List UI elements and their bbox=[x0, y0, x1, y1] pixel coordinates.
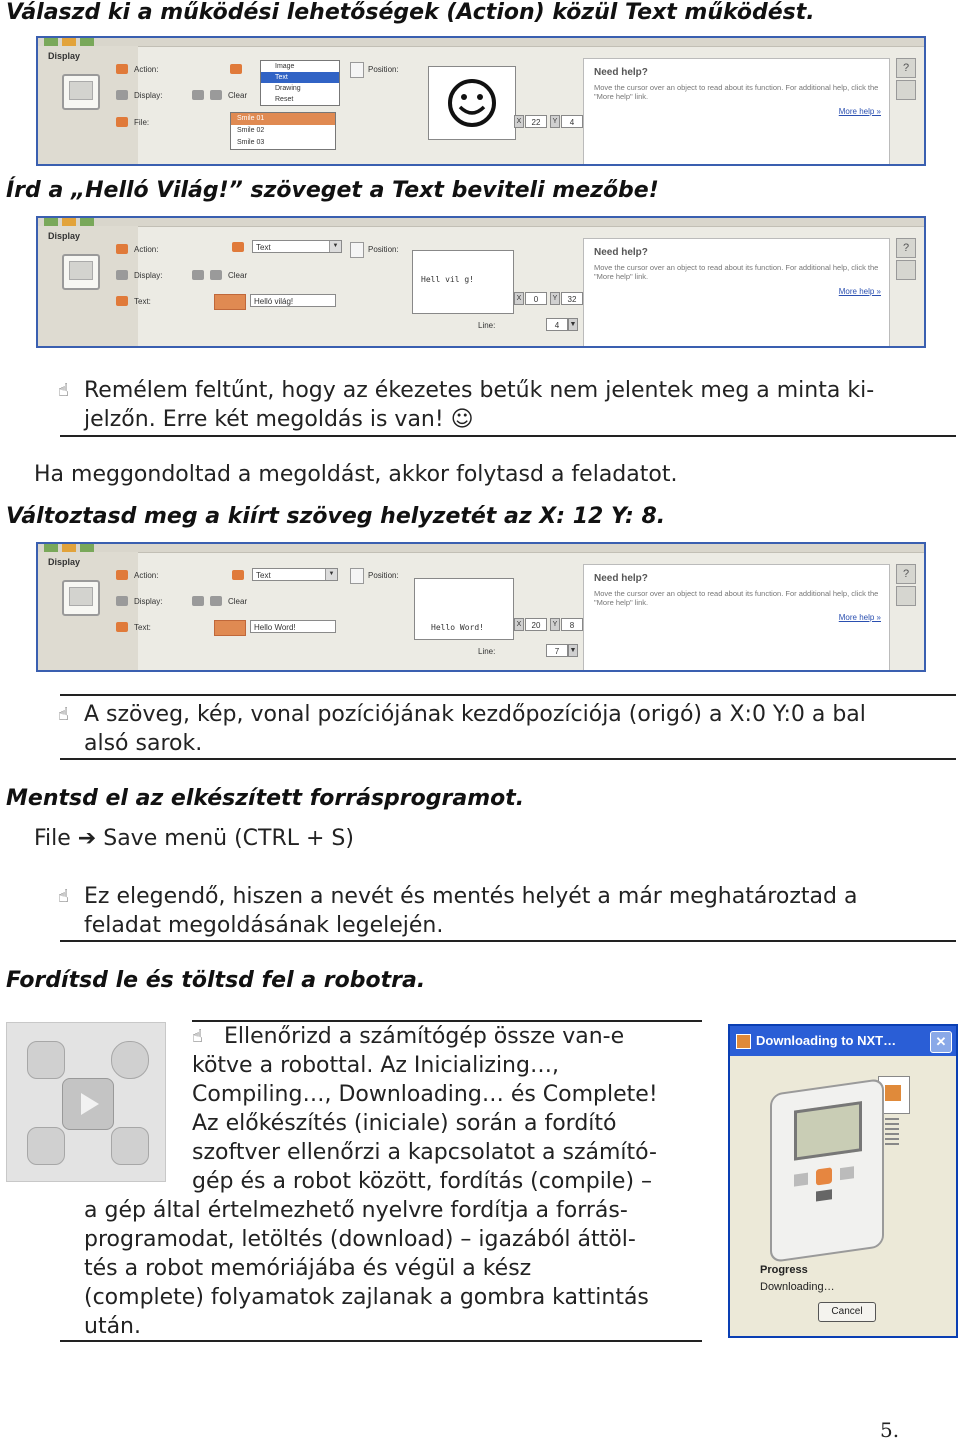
dropdown-option-selected[interactable]: Text bbox=[261, 72, 339, 83]
note-line: Compiling…, Downloading… és Complete! bbox=[192, 1082, 658, 1107]
download-and-run-button[interactable] bbox=[62, 1078, 114, 1130]
note-compile-process-top bbox=[192, 1022, 700, 1196]
note-origin-position bbox=[58, 700, 954, 758]
brick-right-button bbox=[840, 1166, 854, 1180]
note-line: Ez elegendő, hiszen a nevét és mentés helyét a már meghatároztad a bbox=[84, 884, 858, 909]
brick-back-button bbox=[816, 1189, 832, 1201]
help-box bbox=[583, 564, 890, 672]
file-list-item-selected[interactable]: Smile 01 bbox=[231, 113, 335, 125]
download-run-selected-button[interactable] bbox=[111, 1041, 149, 1079]
clear-label: Clear bbox=[228, 597, 248, 606]
clear-checkbox[interactable] bbox=[192, 596, 204, 606]
divider bbox=[60, 1340, 702, 1342]
y-input[interactable]: 8 bbox=[561, 618, 583, 631]
help-body: Move the cursor over an object to read about its function. For additional help, click the "More help" link. bbox=[594, 263, 879, 281]
display-preview[interactable] bbox=[412, 250, 514, 314]
help-toggle-button[interactable] bbox=[896, 80, 916, 100]
tool-icon bbox=[80, 544, 94, 552]
smiley-icon bbox=[429, 67, 515, 139]
heading-compile-upload: Fordítsd le és töltsd fel a robotra. bbox=[6, 968, 426, 993]
file-label: File: bbox=[134, 118, 150, 127]
dropdown-option[interactable]: Reset bbox=[275, 96, 294, 103]
y-input[interactable]: 4 bbox=[561, 115, 583, 128]
more-help-link[interactable]: More help » bbox=[838, 613, 881, 622]
downloading-dialog bbox=[728, 1024, 958, 1338]
help-icon[interactable]: ? bbox=[896, 238, 916, 258]
note-compile-process-bottom bbox=[84, 1196, 700, 1341]
help-toggle-button[interactable] bbox=[896, 586, 916, 606]
dropdown-option[interactable]: Drawing bbox=[275, 85, 301, 92]
display-block-icon bbox=[62, 580, 100, 616]
x-input[interactable]: 22 bbox=[525, 115, 547, 128]
file-list-item[interactable]: Smile 03 bbox=[237, 139, 265, 146]
progress-label: Progress bbox=[760, 1264, 808, 1276]
brick-enter-button bbox=[816, 1167, 832, 1185]
line-input[interactable]: 4 bbox=[546, 318, 568, 331]
download-button[interactable] bbox=[27, 1127, 65, 1165]
text-label: Text: bbox=[134, 623, 151, 632]
dialog-title: Downloading to NXT… bbox=[756, 1033, 897, 1048]
display-preview[interactable] bbox=[428, 66, 516, 140]
text-input[interactable]: Hello Word! bbox=[250, 620, 336, 633]
text-icon bbox=[116, 622, 128, 632]
y-label: Y bbox=[550, 115, 560, 128]
close-icon[interactable]: ✕ bbox=[930, 1031, 952, 1053]
app-icon bbox=[736, 1034, 751, 1049]
divider bbox=[60, 758, 956, 760]
text-label: Text: bbox=[134, 297, 151, 306]
preview-text: Hello Word! bbox=[431, 623, 484, 632]
help-body: Move the cursor over an object to read about its function. For additional help, click the "More help" link. bbox=[594, 589, 879, 607]
help-icon[interactable]: ? bbox=[896, 564, 916, 584]
note-line: Az előkészítés (iniciale) során a fordító bbox=[192, 1111, 617, 1136]
progress-status: Downloading… bbox=[760, 1281, 835, 1293]
note-line: feladat megoldásának legelején. bbox=[84, 913, 444, 938]
block-title: Display bbox=[48, 231, 81, 241]
tool-icon bbox=[80, 218, 94, 226]
file-list[interactable] bbox=[230, 112, 336, 150]
action-select[interactable] bbox=[252, 240, 342, 253]
position-label: Position: bbox=[368, 65, 399, 74]
tool-icon bbox=[62, 544, 76, 552]
text-input[interactable]: Helló világ! bbox=[250, 294, 336, 307]
brick-screen bbox=[794, 1101, 862, 1161]
tool-icon bbox=[62, 218, 76, 226]
clear-icon bbox=[210, 270, 222, 280]
panel-topbar bbox=[38, 544, 924, 553]
action-icon bbox=[116, 570, 128, 580]
text-type-icon bbox=[232, 570, 244, 580]
display-icon bbox=[116, 90, 128, 100]
divider bbox=[60, 435, 956, 437]
help-icon[interactable]: ? bbox=[896, 58, 916, 78]
clear-icon bbox=[210, 596, 222, 606]
display-block-panel-text bbox=[36, 216, 926, 348]
display-icon bbox=[116, 270, 128, 280]
position-icon bbox=[350, 242, 364, 258]
heading-save-program: Mentsd el az elkészített forrásprogramot. bbox=[6, 786, 525, 811]
note-accented-letters bbox=[58, 376, 954, 434]
chevron-down-icon[interactable]: ▼ bbox=[325, 569, 337, 580]
display-label: Display: bbox=[134, 91, 163, 100]
line-label: Line: bbox=[478, 321, 496, 330]
help-box bbox=[583, 58, 890, 166]
dropdown-option[interactable]: Image bbox=[275, 63, 295, 70]
position-icon bbox=[350, 568, 364, 584]
note-line: alsó sarok. bbox=[84, 731, 203, 756]
position-icon bbox=[350, 62, 364, 78]
y-label: Y bbox=[550, 618, 560, 631]
clear-checkbox[interactable] bbox=[192, 270, 204, 280]
heading-change-position: Változtasd meg a kiírt szöveg helyzetét az X: 12 Y: 8. bbox=[6, 504, 666, 529]
display-block-panel-action bbox=[36, 36, 926, 166]
divider bbox=[60, 940, 956, 942]
nxt-controller-pad[interactable] bbox=[6, 1022, 166, 1182]
note-line: Remélem feltűnt, hogy az ékezetes betűk nem jelentek meg a minta ki- bbox=[84, 378, 875, 403]
panel-topbar bbox=[38, 38, 924, 47]
y-label: Y bbox=[550, 292, 560, 305]
help-box bbox=[583, 238, 890, 348]
clear-label: Clear bbox=[228, 271, 248, 280]
line-label: Line: bbox=[478, 647, 496, 656]
pointing-hand-icon: ☝ bbox=[58, 704, 69, 725]
wire-plug-icon[interactable] bbox=[214, 620, 246, 636]
tool-icon bbox=[44, 218, 58, 226]
action-icon bbox=[116, 64, 128, 74]
cancel-button[interactable]: Cancel bbox=[818, 1302, 876, 1322]
download-arrow-icon bbox=[885, 1118, 899, 1148]
help-body: Move the cursor over an object to read about its function. For additional help, click the "More help" link. bbox=[594, 83, 879, 101]
help-title: Need help? bbox=[594, 247, 648, 258]
clear-icon bbox=[210, 90, 222, 100]
text-icon bbox=[116, 296, 128, 306]
note-line: a gép által értelmezhető nyelvre fordítja a forrás- bbox=[84, 1198, 628, 1223]
position-label: Position: bbox=[368, 571, 399, 580]
text-type-icon bbox=[232, 242, 244, 252]
note-line: programodat, letöltés (download) – igazából áttöl- bbox=[84, 1227, 636, 1252]
x-label: X bbox=[514, 115, 524, 128]
line-stepper[interactable]: ▼ bbox=[568, 318, 578, 331]
action-icon bbox=[116, 244, 128, 254]
display-preview[interactable] bbox=[414, 578, 514, 640]
note-line: után. bbox=[84, 1314, 141, 1339]
paragraph-continue: Ha meggondoltad a megoldást, akkor folytasd a feladatot. bbox=[34, 462, 678, 487]
action-select-value: Text bbox=[256, 243, 271, 252]
y-input[interactable]: 32 bbox=[561, 292, 583, 305]
note-line: A szöveg, kép, vonal pozíciójának kezdőpozíciója (origó) a X:0 Y:0 a bal bbox=[84, 702, 866, 727]
x-label: X bbox=[514, 618, 524, 631]
x-input[interactable]: 0 bbox=[525, 292, 547, 305]
note-line: szoftver ellenőrzi a kapcsolatot a számító- bbox=[192, 1140, 657, 1165]
position-label: Position: bbox=[368, 245, 399, 254]
image-type-icon bbox=[230, 64, 242, 74]
tool-icon bbox=[44, 38, 58, 46]
clear-checkbox[interactable] bbox=[192, 90, 204, 100]
action-label: Action: bbox=[134, 245, 159, 254]
pointing-hand-icon: ☝ bbox=[58, 886, 69, 907]
block-title: Display bbox=[48, 557, 81, 567]
nxt-window-button[interactable] bbox=[27, 1041, 65, 1079]
pointing-hand-icon: ☝ bbox=[192, 1026, 203, 1047]
line-stepper[interactable]: ▼ bbox=[568, 644, 578, 657]
heading-select-action: Válaszd ki a működési lehetőségek (Action) közül Text működést. bbox=[6, 0, 815, 25]
wire-plug-icon[interactable] bbox=[214, 294, 246, 310]
brick-left-button bbox=[794, 1173, 808, 1187]
tool-icon bbox=[44, 544, 58, 552]
help-toggle-button[interactable] bbox=[896, 260, 916, 280]
line-input[interactable]: 7 bbox=[546, 644, 568, 657]
note-save-location bbox=[58, 882, 954, 940]
note-line: tés a robot memóriájába és végül a kész bbox=[84, 1256, 532, 1281]
action-select[interactable] bbox=[252, 568, 338, 581]
note-line: kötve a robottal. Az Inicializing…, bbox=[192, 1053, 559, 1078]
help-title: Need help? bbox=[594, 67, 648, 78]
file-icon bbox=[116, 117, 128, 127]
file-list-item[interactable]: Smile 02 bbox=[237, 127, 265, 134]
preview-text: Hell vil g! bbox=[421, 275, 474, 284]
chevron-down-icon[interactable]: ▼ bbox=[329, 241, 341, 252]
help-title: Need help? bbox=[594, 573, 648, 584]
paragraph-file-save: File ➔ Save menü (CTRL + S) bbox=[34, 826, 354, 851]
x-label: X bbox=[514, 292, 524, 305]
note-line: gép és a robot között, fordítás (compile) – bbox=[192, 1169, 653, 1194]
note-line: (complete) folyamatok zajlanak a gombra kattintás bbox=[84, 1285, 649, 1310]
tool-icon bbox=[62, 38, 76, 46]
x-input[interactable]: 20 bbox=[525, 618, 547, 631]
note-line: jelzőn. Erre két megoldás is van! ☺ bbox=[84, 407, 474, 432]
panel-topbar bbox=[38, 218, 924, 227]
block-title: Display bbox=[48, 51, 81, 61]
divider bbox=[60, 694, 956, 696]
more-help-link[interactable]: More help » bbox=[838, 287, 881, 296]
action-select-value: Text bbox=[256, 571, 271, 580]
dialog-titlebar bbox=[730, 1026, 956, 1056]
nxt-brick-icon bbox=[770, 1078, 884, 1263]
display-block-icon bbox=[62, 254, 100, 290]
action-dropdown-list[interactable] bbox=[260, 60, 340, 106]
display-label: Display: bbox=[134, 597, 163, 606]
stop-button[interactable] bbox=[111, 1127, 149, 1165]
action-label: Action: bbox=[134, 571, 159, 580]
display-block-panel-position bbox=[36, 542, 926, 672]
display-label: Display: bbox=[134, 271, 163, 280]
note-line: Ellenőrizd a számítógép össze van-e bbox=[224, 1024, 625, 1049]
tool-icon bbox=[80, 38, 94, 46]
heading-type-hello-world: Írd a „Helló Világ!” szöveget a Text beviteli mezőbe! bbox=[6, 178, 659, 203]
display-icon bbox=[116, 596, 128, 606]
clear-label: Clear bbox=[228, 91, 248, 100]
page-number: 5. bbox=[880, 1418, 900, 1442]
display-block-icon bbox=[62, 74, 100, 110]
action-label: Action: bbox=[134, 65, 159, 74]
pointing-hand-icon: ☝ bbox=[58, 380, 69, 401]
more-help-link[interactable]: More help » bbox=[838, 107, 881, 116]
